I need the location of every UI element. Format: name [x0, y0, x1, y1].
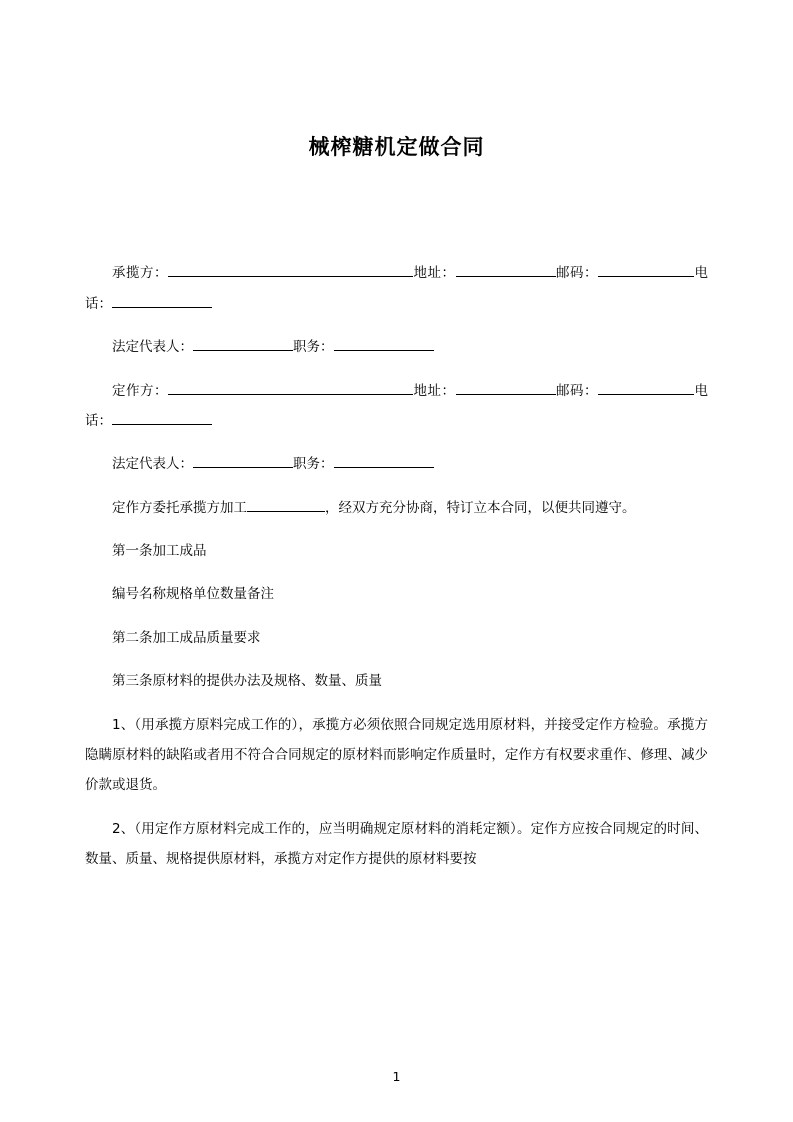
address-label-2: 地址：	[413, 382, 456, 399]
position-label-2: 职务：	[293, 456, 334, 473]
client-label: 定作方：	[112, 382, 168, 399]
client-position-field[interactable]	[334, 467, 434, 468]
article-2-heading: 第二条加工成品质量要求	[112, 629, 261, 646]
phone-label: 电话：	[85, 265, 708, 312]
phone-label-2: 电话：	[85, 382, 708, 429]
article-1-heading: 第一条加工成品	[112, 543, 207, 560]
client-legal-rep-field[interactable]	[193, 467, 293, 468]
client-name-field[interactable]	[168, 394, 413, 395]
postcode-label-2: 邮码：	[555, 382, 598, 399]
contractor-line	[85, 258, 708, 319]
table-header-line: 编号名称规格单位数量备注	[112, 586, 274, 603]
legal-rep-label: 法定代表人：	[112, 339, 193, 356]
processing-item-field[interactable]	[247, 511, 325, 512]
contractor-legal-rep-field[interactable]	[193, 350, 293, 351]
position-label: 职务：	[293, 339, 334, 356]
contractor-label: 承揽方：	[112, 265, 168, 282]
legal-rep-label-2: 法定代表人：	[112, 456, 193, 473]
contractor-phone-field[interactable]	[112, 307, 212, 308]
article-3-heading: 第三条原材料的提供办法及规格、数量、质量	[112, 673, 382, 690]
client-legal-rep-line	[85, 449, 708, 479]
address-label: 地址：	[413, 265, 456, 282]
contractor-postcode-field[interactable]	[598, 276, 694, 277]
client-address-field[interactable]	[456, 394, 556, 395]
contractor-position-field[interactable]	[334, 350, 434, 351]
page-title: 械榨糖机定做合同	[308, 135, 485, 159]
preamble-text-before: 定作方委托承揽方加工	[112, 499, 247, 516]
client-line	[85, 376, 708, 437]
contractor-legal-rep-line	[85, 332, 708, 362]
client-postcode-field[interactable]	[598, 394, 694, 395]
page-number: 1	[392, 1069, 401, 1084]
contractor-address-field[interactable]	[456, 276, 556, 277]
client-phone-field[interactable]	[112, 424, 212, 425]
clause-1-paragraph: 1、（用承揽方原料完成工作的），承揽方必须依照合同规定选用原材料，并接受定作方检验。承揽方隐瞒原材料的缺陷或者用不符合合同规定的原材料而影响定作质量时，定作方有权要求重作、修理、减少价款或退货。	[85, 716, 708, 794]
document-body	[85, 258, 708, 874]
preamble-text-after: ，经双方充分协商，特订立本合同，以便共同遵守。	[325, 499, 636, 516]
contractor-name-field[interactable]	[168, 276, 413, 277]
clause-2-paragraph: 2、（用定作方原材料完成工作的，应当明确规定原材料的消耗定额）。定作方应按合同规定的时间、数量、质量、规格提供原材料，承揽方对定作方提供的原材料要按	[85, 820, 708, 868]
postcode-label: 邮码：	[555, 265, 598, 282]
preamble-paragraph	[85, 493, 708, 523]
